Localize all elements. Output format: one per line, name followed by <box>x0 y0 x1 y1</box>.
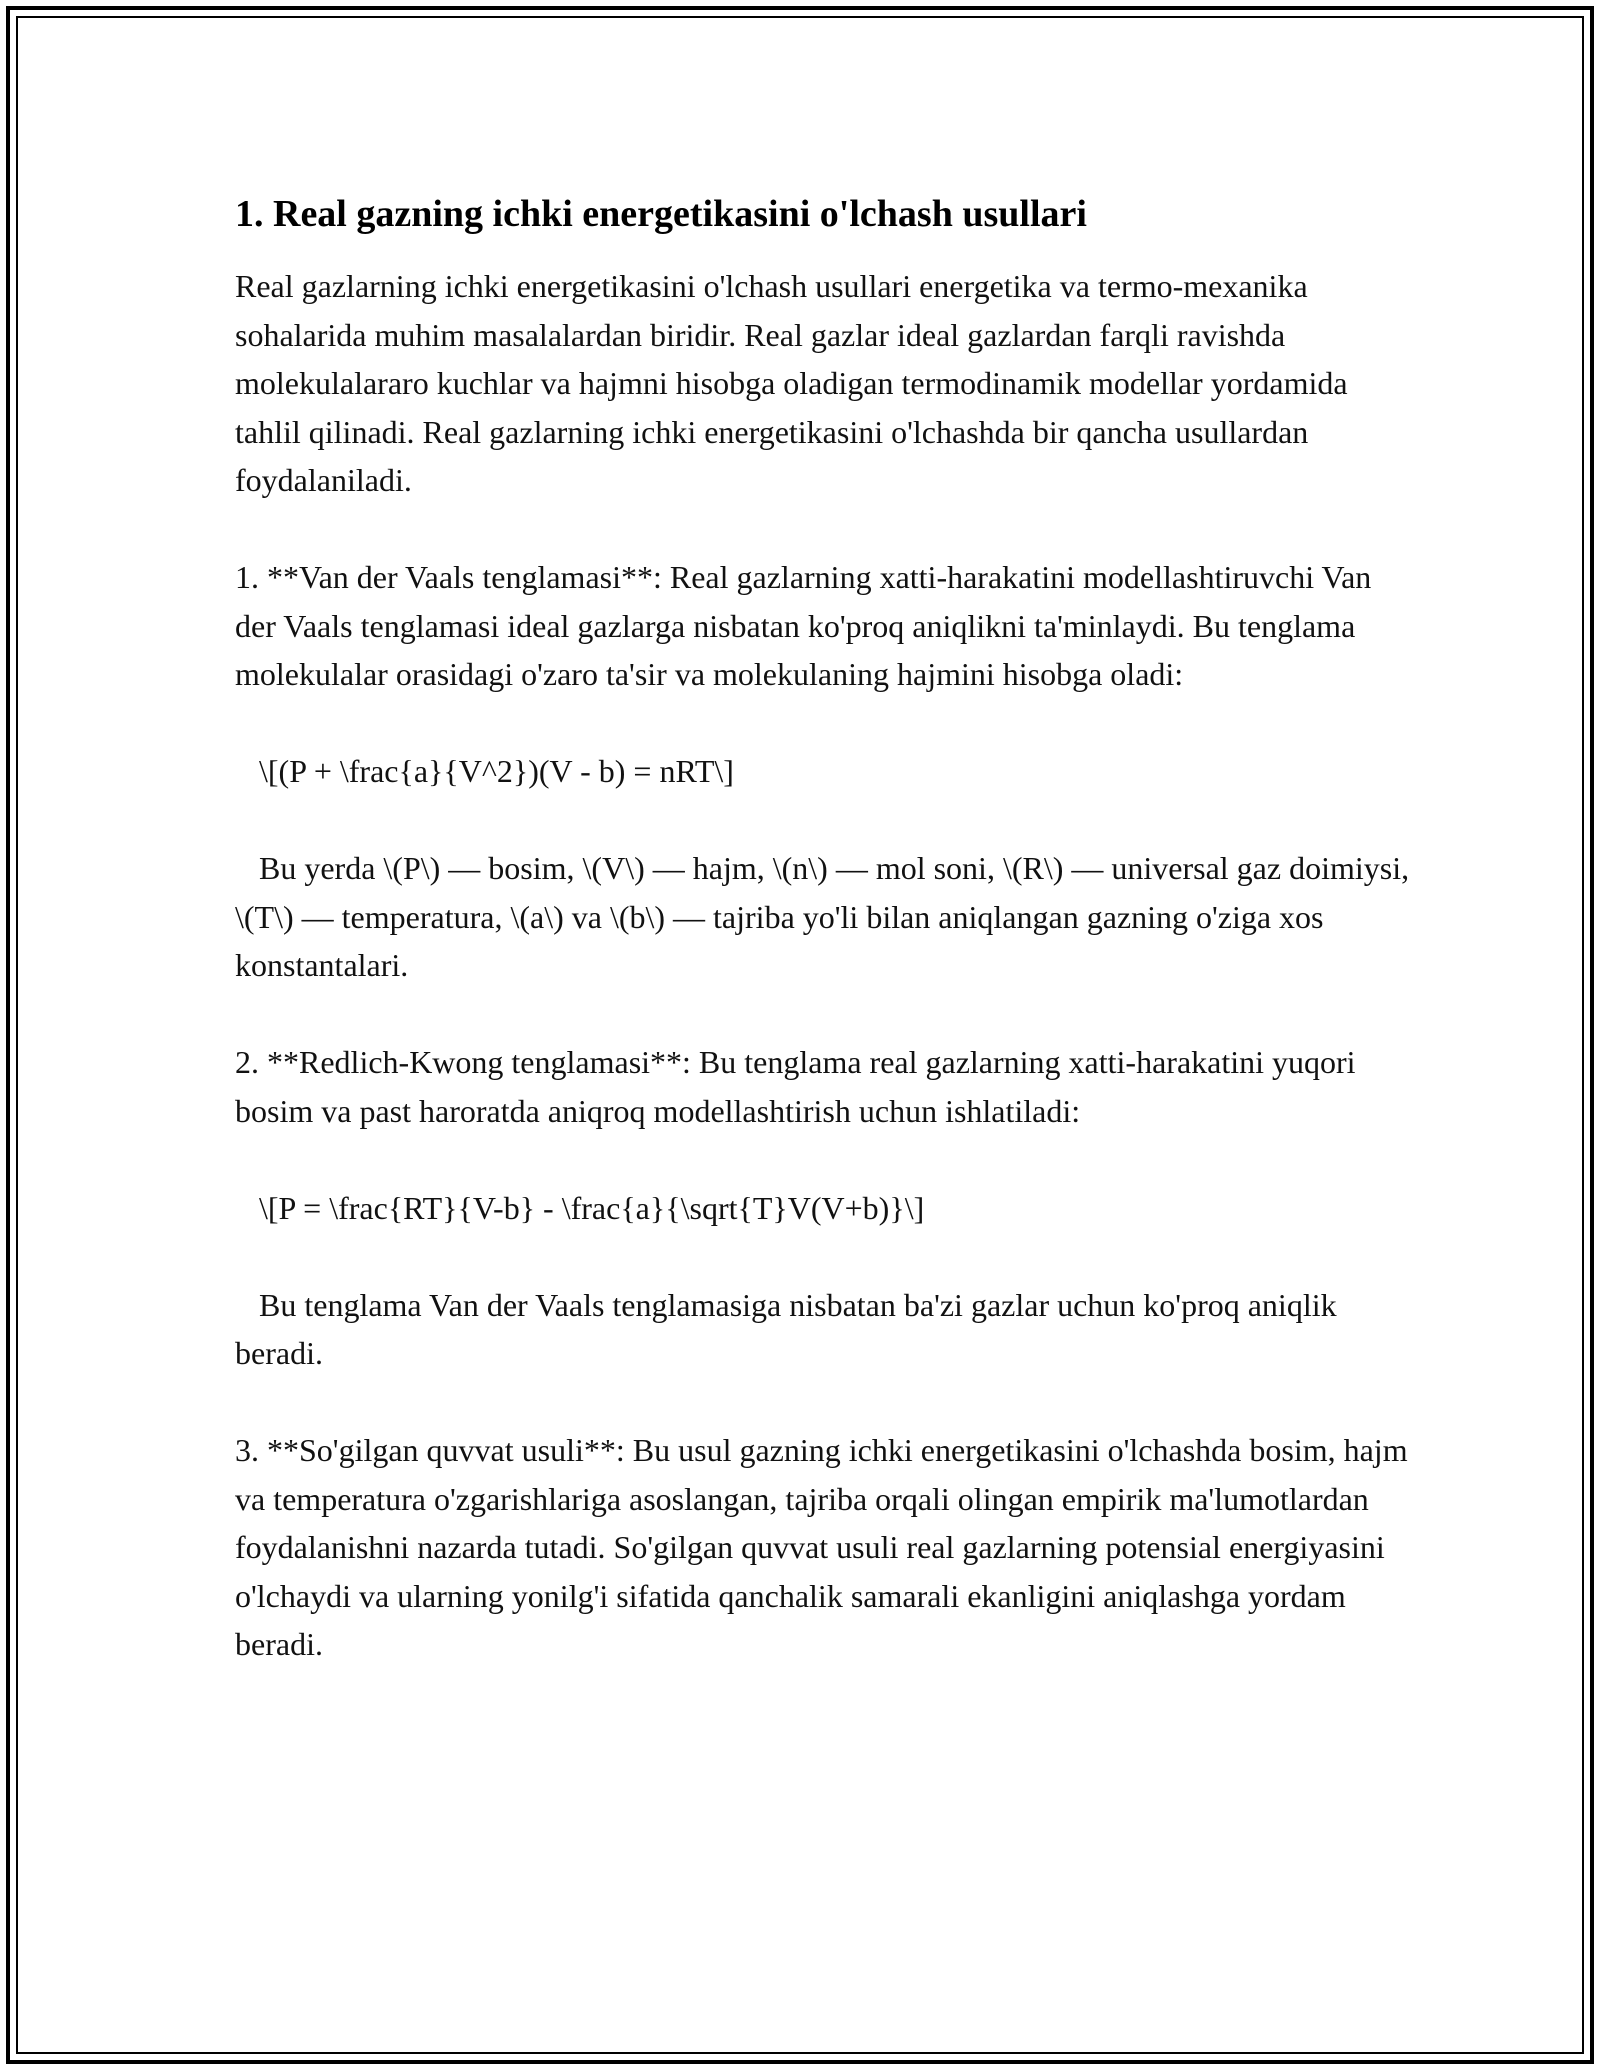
paragraph-gap <box>235 990 1415 1039</box>
redlich-kwong-note: Bu tenglama Van der Vaals tenglamasiga nisbatan ba'zi gazlar uchun ko'proq aniqlik beradi. <box>235 1286 1345 1371</box>
variables-explanation: Bu yerda \(P\) — bosim, \(V\) — hajm, \(n\) — mol soni, \(R\) — universal gaz doimiysi, \(T\) — temperatura, \(a\) va \(b\) — tajriba yo'li bilan aniqlangan gazning o'ziga xos konstantalari. <box>235 850 1418 983</box>
intro-paragraph: Real gazlarning ichki energetikasini o'lchash usullari energetika va termo-mexanika sohalarida muhim masalalardan biridir. Real gazlar ideal gazlardan farqli ravishda molekulalararo kuchlar va hajmni hisobga oladigan termodinamik modellar yordamida tahlil qilinadi. Real gazlarning ichki energetikasini o'lchashda bir qancha usullardan foydalaniladi. <box>235 268 1356 498</box>
paragraph-gap <box>235 699 1415 748</box>
paragraph-gap <box>235 505 1415 554</box>
document-body <box>235 188 1418 1669</box>
method-3-paragraph: 3. **So'gilgan quvvat usuli**: Bu usul gazning ichki energetikasini o'lchashda bosim, hajm va temperatura o'zgarishlariga asoslangan, tajriba orqali olingan empirik ma'lumotlardan foydalanishni nazarda tutadi. So'gilgan quvvat usuli real gazlarning potensial energiyasini o'lchaydi va ularning yonilg'i sifatida qanchalik samarali ekanligini aniqlashga yordam beradi. <box>235 1432 1416 1662</box>
paragraph-gap <box>235 1232 1415 1281</box>
method-1-paragraph: 1. **Van der Vaals tenglamasi**: Real gazlarning xatti-harakatini modellashtiruvchi Van der Vaals tenglamasi ideal gazlarga nisbatan ko'proq aniqlikni ta'minlaydi. Bu tenglama molekulalar orasidagi o'zaro ta'sir va molekulaning hajmini hisobga oladi: <box>235 559 1380 692</box>
paragraph-gap <box>235 796 1415 845</box>
paragraph-gap <box>235 1135 1415 1184</box>
method-2-paragraph: 2. **Redlich-Kwong tenglamasi**: Bu tenglama real gazlarning xatti-harakatini yuqori bosim va past haroratda aniqroq modellashtirish uchun ishlatiladi: <box>235 1044 1364 1129</box>
redlich-kwong-equation: \[P = \frac{RT}{V-b} - \frac{a}{\sqrt{T}V(V+b)}\] <box>235 1189 925 1226</box>
section-title: 1. Real gazning ichki energetikasini o'lchash usullari <box>235 193 1087 235</box>
paragraph-gap <box>235 1378 1415 1427</box>
van-der-waals-equation: \[(P + \frac{a}{V^2})(V - b) = nRT\] <box>235 753 734 789</box>
